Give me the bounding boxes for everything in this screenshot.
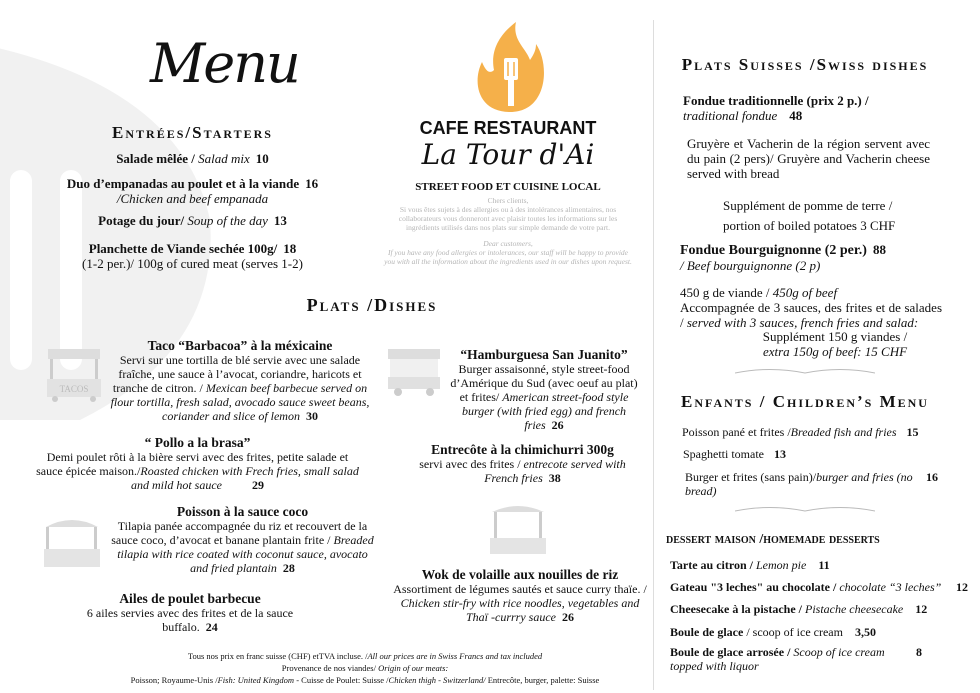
dessert-item: Cheesecake à la pistache / Pistache cheesecake 12 (670, 602, 928, 616)
starters-heading: Entrées/Starters (112, 123, 273, 142)
dish-ailes: Ailes de poulet barbecue 6 ailes servies avec des frites et de la sauce buffalo. 24 (86, 591, 294, 634)
wok-stall-illustration (488, 500, 548, 560)
dessert-item: Boule de glace arrosée / Scoop of ice cream topped with liquor 8 (670, 645, 922, 673)
fondue-traditionnelle: Fondue traditionnelle (prix 2 p.) / traditional fondue 48 (683, 93, 869, 123)
restaurant-name: CAFE RESTAURANT (419, 118, 597, 138)
dish-wok: Wok de volaille aux nouilles de riz Assortiment de légumes sautés et sauce curry thaïe. / Chicken stir-fry with rice noodles, vegetables and Thaï -currry sauce 26 (393, 567, 647, 624)
dish-entrecote: Entrecôte à la chimichurri 300g servi avec des frites / entrecote served with French fries 38 (419, 442, 626, 485)
svg-text:TACOS: TACOS (59, 384, 89, 394)
ornament-divider-icon (735, 366, 875, 380)
dessert-item: Tarte au citron / Lemon pie 11 (670, 558, 830, 572)
ornament-divider-icon (735, 504, 875, 518)
allergy-notice: Chers clients, Si vous êtes sujets à des allergies ou à des intolérances alimentaires, nos collaborateurs vous donneront avec plaisir toutes les informations sur les ingrédients utilisés dans nos plats sur simple demande de votre part. Dear customers, If you have any food allergies or intolerances, our staff will be happy to provide you with all the information about the ingredients used in our dishes upon request. (384, 196, 632, 266)
fondue2-supplement: Supplément 150 g viandes / extra 150g of beef: 15 CHF (762, 329, 908, 359)
dishes-heading: Plats /Dishes (306, 295, 438, 315)
burger-stall-illustration (386, 347, 442, 397)
flame-logo-icon (470, 20, 550, 115)
menu-title: Menu (150, 32, 299, 95)
fondue2-description: 450 g de viande / 450g of beef Accompagnée de 3 sauces, des frites et de salades / served with 3 sauces, french fries and salad: (680, 285, 942, 330)
dish-taco: Taco “Barbacoa” à la méxicaine Servi sur une tortilla de blé servie avec une salade fraîche, une sauce à l’avocat, coriandre, haricots et tranche de citron. / Mexican beef barbecue served on flour tortilla, fresh salad, avocado sauce sweet beans, coriander and slice of lemon 30 (110, 338, 370, 423)
starter-item: Salade mêlée / Salad mix 10 (116, 151, 269, 166)
starter-item: Potage du jour/ Soup of the day 13 (98, 213, 287, 228)
starter-item: Planchette de Viande sechée 100g/ 18 (1-2 per.)/ 100g of cured meat (serves 1-2) (82, 241, 303, 271)
tacos-stall-illustration (45, 347, 103, 403)
starter-item: Duo d’empanadas au poulet et à la viande 16 /Chicken and beef empanada (66, 176, 319, 206)
footer-notes: Tous nos prix en franc suisse (CHF) etTVA incluse. /All our prices are in Swiss Francs and tax included Provenance de nos viandes/ Origin of our meats: Poisson; Royaume-Unis /Fish: United Kingdom - Cuisse de Poulet: Suisse /Chicken thigh - Switzerland/ Entrecôte, burger, palette: Suisse (130, 651, 600, 685)
fondue1-supplement: Supplément de pomme de terre / portion of boiled potatoes 3 CHF (723, 198, 896, 233)
dessert-item: Gateau "3 leches" au chocolate / chocolate “3 leches” 12 (670, 580, 968, 594)
kids-item: Burger et frites (sans pain)/burger and fries (no bread) 16 (685, 470, 938, 498)
dish-pollo: “ Pollo a la brasa” Demi poulet rôti à la bière servi avec des frites, petite salade et sauce épicée maison./Roasted chicken with Frech fries, small salad and mild hot sauce 29 (36, 435, 359, 492)
food-stall-illustration (42, 515, 102, 570)
desserts-heading: dessert maison /homemade desserts (666, 532, 880, 547)
tagline: STREET FOOD ET CUISINE LOCAL (415, 181, 601, 193)
swiss-heading: Plats Suisses /Swiss dishes (681, 55, 929, 74)
kids-heading: Enfants / Children’s Menu (681, 392, 929, 411)
restaurant-script-name: La Tour d'Ai (421, 138, 595, 171)
dessert-item: Boule de glace / scoop of ice cream 3,50 (670, 625, 876, 639)
column-divider (653, 20, 654, 690)
kids-item: Spaghetti tomate 13 (683, 447, 786, 461)
dish-hamburguesa: “Hamburguesa San Juanito” Burger assaisonné, style street-food d’Amérique du Sud (avec oeuf au plat) et frites/ American street-food style burger (with fried egg) and french fries 26 (450, 347, 638, 432)
kids-item: Poisson pané et frites /Breaded fish and fries 15 (682, 425, 919, 439)
fondue1-description: Gruyère et Vacherin de la région servent avec du pain (2 pers)/ Gruyère and Vacherin cheese served with bread (687, 136, 930, 181)
fondue-bourguignonne: Fondue Bourguignonne (2 per.) 88 / Beef bourguignonne (2 p) (680, 242, 886, 273)
dish-poisson-coco: Poisson à la sauce coco Tilapia panée accompagnée du riz et recouvert de la sauce coco, d’avocat et banane plantain frite / Breaded tilapia with rice coated with coconut sauce, avocato and fried plantain 28 (111, 504, 374, 575)
